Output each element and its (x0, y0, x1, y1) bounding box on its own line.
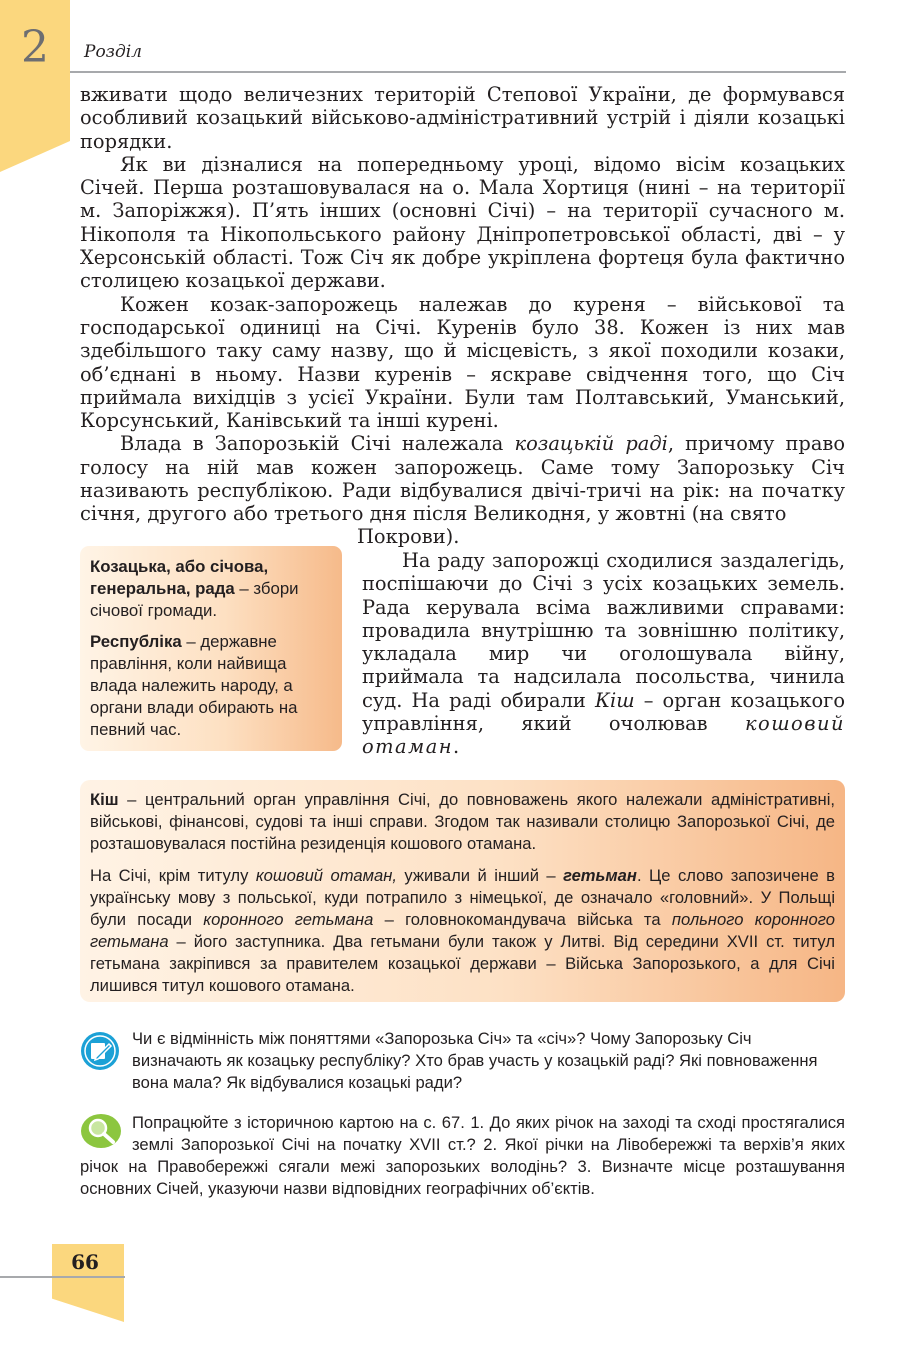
task-text: Попрацюйте з історичною картою на с. 67. 1. До яких річок на заході та сході простягалися землі Запорозької Січі на початку XVII ст.? 2. Якої річки на Лівобережжі та верхів’я яких річок на Правобережжі сягали межі запорозьких володінь? 3. Визначте місце розташування основних Січей, указуючи назви відповідних географічних об’єктів. (80, 1113, 845, 1198)
main-text (80, 83, 845, 526)
paragraph-1: вживати щодо величезних територій Степової України, де формувався особливий козацький військово-адміністративний устрій і діяли козацькі порядки. (80, 83, 845, 153)
glossary-definition: – державне правління, коли найвища влада належить народу, а органи влади обирають на певний час. (90, 632, 298, 739)
glossary-sidebar (80, 546, 342, 751)
glossary-term: Республіка (90, 632, 182, 651)
info-hetman: На Січі, крім титулу кошовий отаман, уживали й інший – гетьман. Це слово запозичене в українську мову з польської, куди потрапило з німецької, де означало «головний». У Польщі були посади коронного гетьмана – головнокомандувача війська та польного коронного гетьмана – його заступника. Два гетьмани були також у Литві. Від середини XVII ст. титул гетьмана закріпився за правителем козацької держави – Війська Запорозького, а для Січі лишився титул кошового отамана. (90, 866, 836, 995)
task-block (80, 1112, 845, 1200)
glossary-term: Козацька, або січова, генеральна, рада (90, 557, 269, 598)
info-kish: Кіш – центральний орган управління Січі, до повноважень якого належали адміністративні, військові, фінансові, судові та інші справи. Згодом так називали столицю Запорозької Січі, де розташовувалася постійна резиденція кошового отамана. (90, 790, 835, 853)
glossary-definition: – збори січової громади. (90, 579, 299, 620)
question-text: Чи є відмінність між поняттями «Запорозька Січ» та «січ»? Чому Запорозьку Січ визначають як козацьку республіку? Хто брав участь у козацькій раді? Які повноваження вона мала? Як відбувалися козацькі ради? (132, 1029, 818, 1092)
glossary-entry-rada (90, 556, 332, 622)
glossary-entry-republic (90, 631, 332, 741)
paragraph-4: Влада в Запорозькій Січі належала козацькій раді, причому право голосу на ній мав кожен запорожець. Саме тому Запорозьку Січ називають республікою. Ради відбувалися двічі-тричі на рік: на початку січня, другого або третього дня після Великодня, у жовтні (на свято (80, 432, 845, 526)
info-term-hetman: гетьман (563, 866, 637, 885)
paragraph-5: На раду запорожці сходилися заздалегідь, поспішаючи до Січі з усіх козацьких земель. Рада керувала всіма важливими справами: провадила внутрішню та зовнішню політику, укладала мир чи оголошувала війну, приймала та надсилала посольства, чинила суд. На раді обирали Кіш – орган козацького управління, який очолював кошовий отаман. (362, 549, 845, 759)
term-koshovyi-otaman: кошовий отаман (362, 712, 845, 759)
info-term: Кіш (90, 790, 119, 809)
section-label: Розділ (84, 42, 142, 62)
info-box (80, 780, 845, 1002)
term-kozatska-rada: козацькій раді (514, 432, 668, 456)
paragraph-2: Як ви дізналися на попередньому уроці, відомо вісім козацьких Січей. Перша розташовувалася на о. Мала Хортиця (нині – на території м. Запоріжжя). П’ять інших (основні Січі) – на території сучасного м. Нікополя та Нікопольського району Дніпропетровської області, дві – у Херсонській області. Тож Січ як добре укріплена фортеця була фактично столицею козацької держави. (80, 152, 845, 293)
footer-divider (0, 1276, 125, 1278)
term-kish: Кіш (595, 688, 635, 712)
header-divider (70, 71, 846, 73)
question-block (80, 1028, 845, 1094)
paragraph-4-end: Покрови). (357, 525, 460, 548)
page-number: 66 (71, 1250, 99, 1274)
chapter-number: 2 (21, 22, 49, 73)
paragraph-3: Кожен козак-запорожець належав до куреня – військової та господарської одиниці на Січі. Куренів було 38. Кожен із них мав здебільшого таку саму назву, що й місцевість, з якої походили козаки, об’єднані в ньому. Назви куренів – яскраве свідчення того, що Січ приймала вихідців з усієї України. Були там Полтавський, Уманський, Корсунський, Канівський та інші курені. (80, 292, 845, 433)
